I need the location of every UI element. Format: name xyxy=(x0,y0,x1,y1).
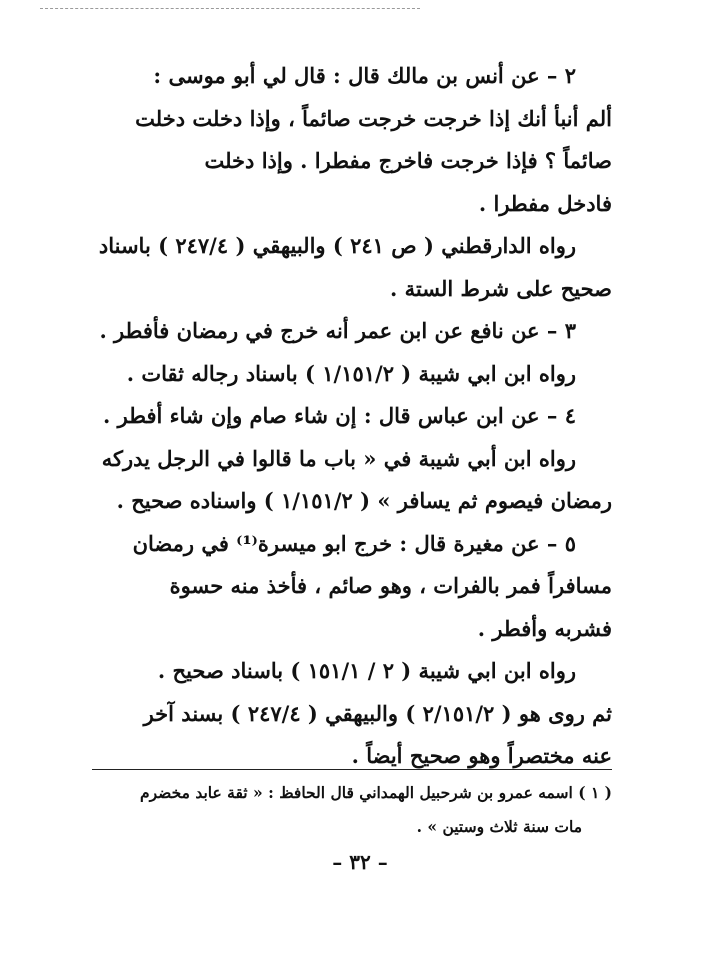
page-number: – ٣٢ – xyxy=(332,850,388,874)
text-line-17: عنه مختصراً وهو صحيح أيضاً . xyxy=(351,743,612,768)
text-line-13: مسافراً فمر بالفرات ، وهو صائم ، فأخذ منه حسوة xyxy=(169,573,612,598)
text-line-2: ألم أنبأ أنك إذا خرجت خرجت صائماً ، وإذا دخلت دخلت xyxy=(135,105,612,131)
text-line-3: صائماً ؟ فإذا خرجت فاخرج مفطرا . وإذا دخلت xyxy=(204,148,612,173)
text-line-11: رمضان فيصوم ثم يسافر » ( ١/١٥١/٢ ) واسناده صحيح . xyxy=(116,488,612,513)
text-line-12: ٥ – عن مغيرة قال : خرج ابو ميسرة⁽¹⁾ في رمضان xyxy=(132,530,576,556)
header-rule xyxy=(40,8,420,9)
text-line-10: رواه ابن أبي شيبة في « باب ما قالوا في الرجل يدركه xyxy=(101,445,576,471)
text-line-1: ٢ – عن أنس بن مالك قال : قال لي أبو موسى : xyxy=(153,63,576,88)
footnote-line-1: ( ١ ) اسمه عمرو بن شرحبيل الهمداني قال الحافظ : « ثقة عابد مخضرم xyxy=(140,783,612,802)
text-line-5: رواه الدارقطني ( ص ٢٤١ ) والبيهقي ( ٢٤٧/٤ ) باسناد xyxy=(98,233,576,258)
text-line-7: ٣ – عن نافع عن ابن عمر أنه خرج في رمضان فأفطر . xyxy=(99,318,576,343)
text-line-6: صحيح على شرط الستة . xyxy=(390,275,612,301)
text-line-9: ٤ – عن ابن عباس قال : إن شاء صام وإن شاء أفطر . xyxy=(103,403,576,428)
footnote-line-2: مات سنة ثلاث وستين » . xyxy=(416,817,582,836)
text-line-14: فشربه وأفطر . xyxy=(477,615,612,641)
footnotes xyxy=(92,776,612,844)
text-line-16: ثم روى هو ( ٢/١٥١/٢ ) والبيهقي ( ٢٤٧/٤ ) بسند آخر xyxy=(143,700,612,726)
text-line-15: رواه ابن ابي شيبة ( ٢ / ١٥١/١ ) باسناد صحيح . xyxy=(157,658,576,683)
page-body xyxy=(92,55,612,778)
text-line-8: رواه ابن ابي شيبة ( ١/١٥١/٢ ) باسناد رجاله ثقات . xyxy=(126,360,576,386)
text-line-4: فادخل مفطرا . xyxy=(478,190,612,216)
footnote-separator xyxy=(92,769,612,770)
